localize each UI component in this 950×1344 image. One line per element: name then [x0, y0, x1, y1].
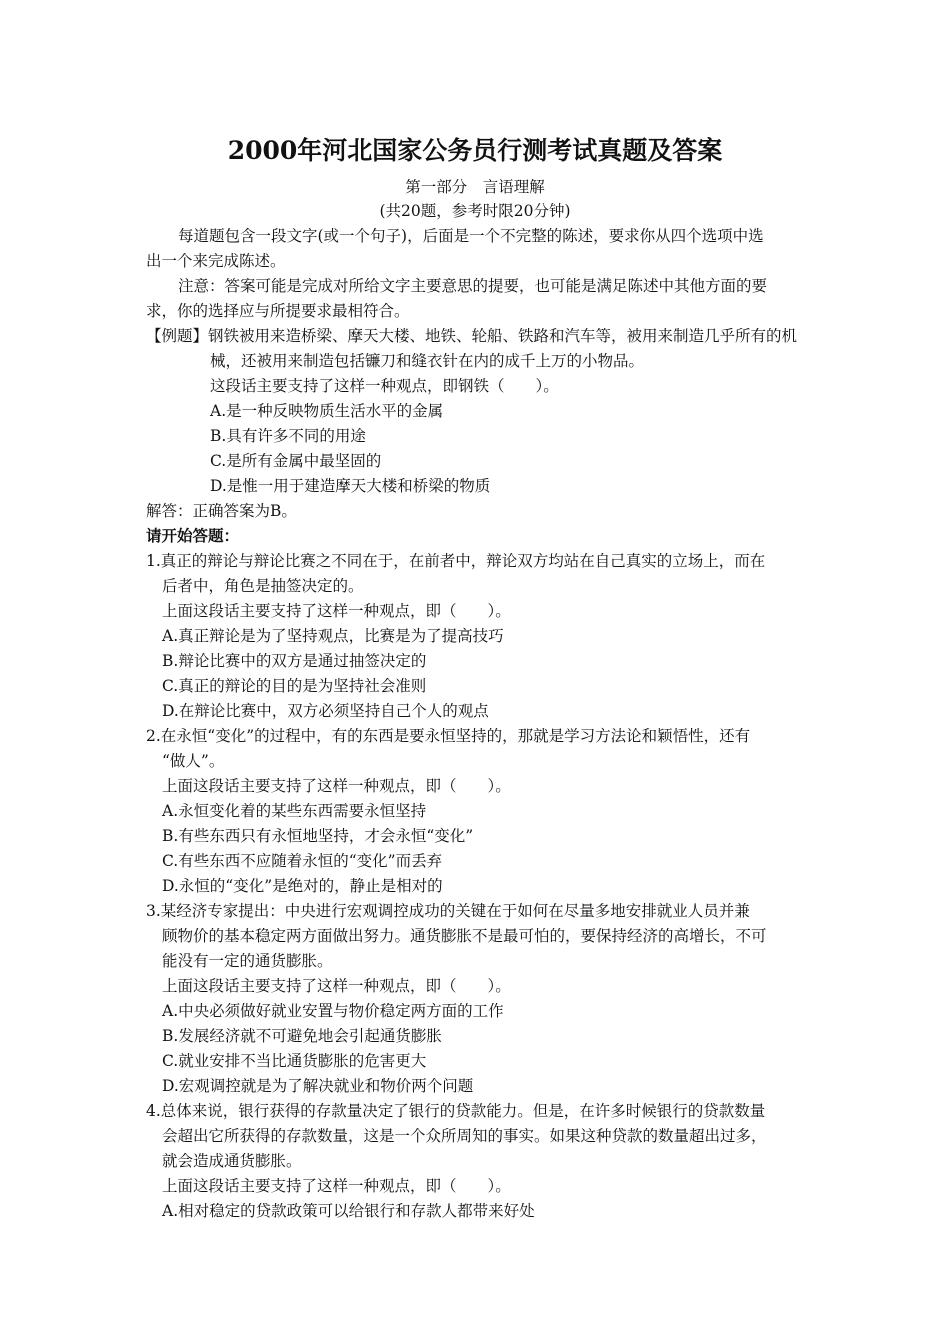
example-option: C.是所有金属中最坚固的	[210, 452, 382, 470]
question-text-cont: “做人”。	[162, 752, 225, 770]
question-option: C.有些东西不应随着永恒的“变化”而丢弃	[162, 852, 443, 870]
instruction-paragraph-2-cont: 求，你的选择应与所提要求最相符合。	[146, 302, 410, 320]
question-option: C.就业安排不当比通货膨胀的危害更大	[162, 1052, 427, 1070]
document-title: 2000年河北国家公务员行测考试真题及答案	[227, 136, 723, 165]
instruction-paragraph-1-cont: 出一个来完成陈述。	[146, 252, 286, 270]
question-option: B.辩论比赛中的双方是通过抽签决定的	[162, 652, 427, 670]
question-option: B.发展经济就不可避免地会引起通货膨胀	[162, 1027, 442, 1045]
question-option: A.相对稳定的贷款政策可以给银行和存款人都带来好处	[162, 1202, 535, 1220]
question-text-cont: 就会造成通货膨胀。	[162, 1152, 302, 1170]
question-option: A.真正辩论是为了坚持观点，比赛是为了提高技巧	[162, 627, 504, 645]
question-option: B.有些东西只有永恒地坚持，才会永恒“变化”	[162, 827, 474, 845]
question-stem: 上面这段话主要支持了这样一种观点，即（ ）。	[162, 977, 511, 995]
question-option: A.中央必须做好就业安置与物价稳定两方面的工作	[162, 1002, 504, 1020]
start-label: 请开始答题：	[146, 526, 240, 545]
question-text: 1.真正的辩论与辩论比赛之不同在于，在前者中，辩论双方均站在自己真实的立场上，而在	[146, 552, 766, 570]
question-option: D.永恒的“变化”是绝对的，静止是相对的	[162, 877, 443, 895]
question-option: C.真正的辩论的目的是为坚持社会准则	[162, 677, 427, 695]
question-stem: 上面这段话主要支持了这样一种观点，即（ ）。	[162, 602, 511, 620]
example-answer: 解答：正确答案为B。	[146, 502, 297, 520]
section-note: (共20题，参考时限20分钟)	[379, 202, 571, 220]
example-text: 【例题】钢铁被用来造桥梁、摩天大楼、地铁、轮船、铁路和汽车等，被用来制造几乎所有的机	[146, 327, 798, 345]
question-text: 4.总体来说，银行获得的存款量决定了银行的贷款能力。但是，在许多时候银行的贷款数量	[146, 1102, 766, 1120]
question-option: A.永恒变化着的某些东西需要永恒坚持	[162, 802, 427, 820]
example-stem: 这段话主要支持了这样一种观点，即钢铁（ ）。	[210, 377, 559, 395]
example-text-cont: 械，还被用来制造包括镰刀和缝衣针在内的成千上万的小物品。	[210, 352, 645, 370]
instruction-paragraph-2: 注意：答案可能是完成对所给文字主要意思的提要，也可能是满足陈述中其他方面的要	[178, 277, 768, 295]
question-text-cont: 顾物价的基本稳定两方面做出努力。通货膨胀不是最可怕的，要保持经济的高增长，不可	[162, 927, 767, 945]
question-text-cont: 能没有一定的通货膨胀。	[162, 952, 333, 970]
question-option: D.在辩论比赛中，双方必须坚持自己个人的观点	[162, 702, 489, 720]
instruction-paragraph-1: 每道题包含一段文字(或一个句子)，后面是一个不完整的陈述，要求你从四个选项中选	[178, 227, 764, 245]
question-stem: 上面这段话主要支持了这样一种观点，即（ ）。	[162, 777, 511, 795]
question-text-cont: 后者中，角色是抽签决定的。	[162, 577, 364, 595]
question-text-cont: 会超出它所获得的存款数量，这是一个众所周知的事实。如果这种贷款的数量超出过多，	[162, 1127, 767, 1145]
question-option: D.宏观调控就是为了解决就业和物价两个问题	[162, 1077, 474, 1095]
question-stem: 上面这段话主要支持了这样一种观点，即（ ）。	[162, 1177, 511, 1195]
example-option: A.是一种反映物质生活水平的金属	[210, 402, 444, 420]
question-text: 2.在永恒“变化”的过程中，有的东西是要永恒坚持的，那就是学习方法论和颖悟性，还有	[146, 727, 751, 745]
example-option: B.具有许多不同的用途	[210, 427, 366, 445]
section-heading: 第一部分 言语理解	[405, 178, 545, 196]
question-text: 3.某经济专家提出：中央进行宏观调控成功的关键在于如何在尽量多地安排就业人员并兼	[146, 902, 750, 920]
example-option: D.是惟一用于建造摩天大楼和桥梁的物质	[210, 477, 491, 495]
